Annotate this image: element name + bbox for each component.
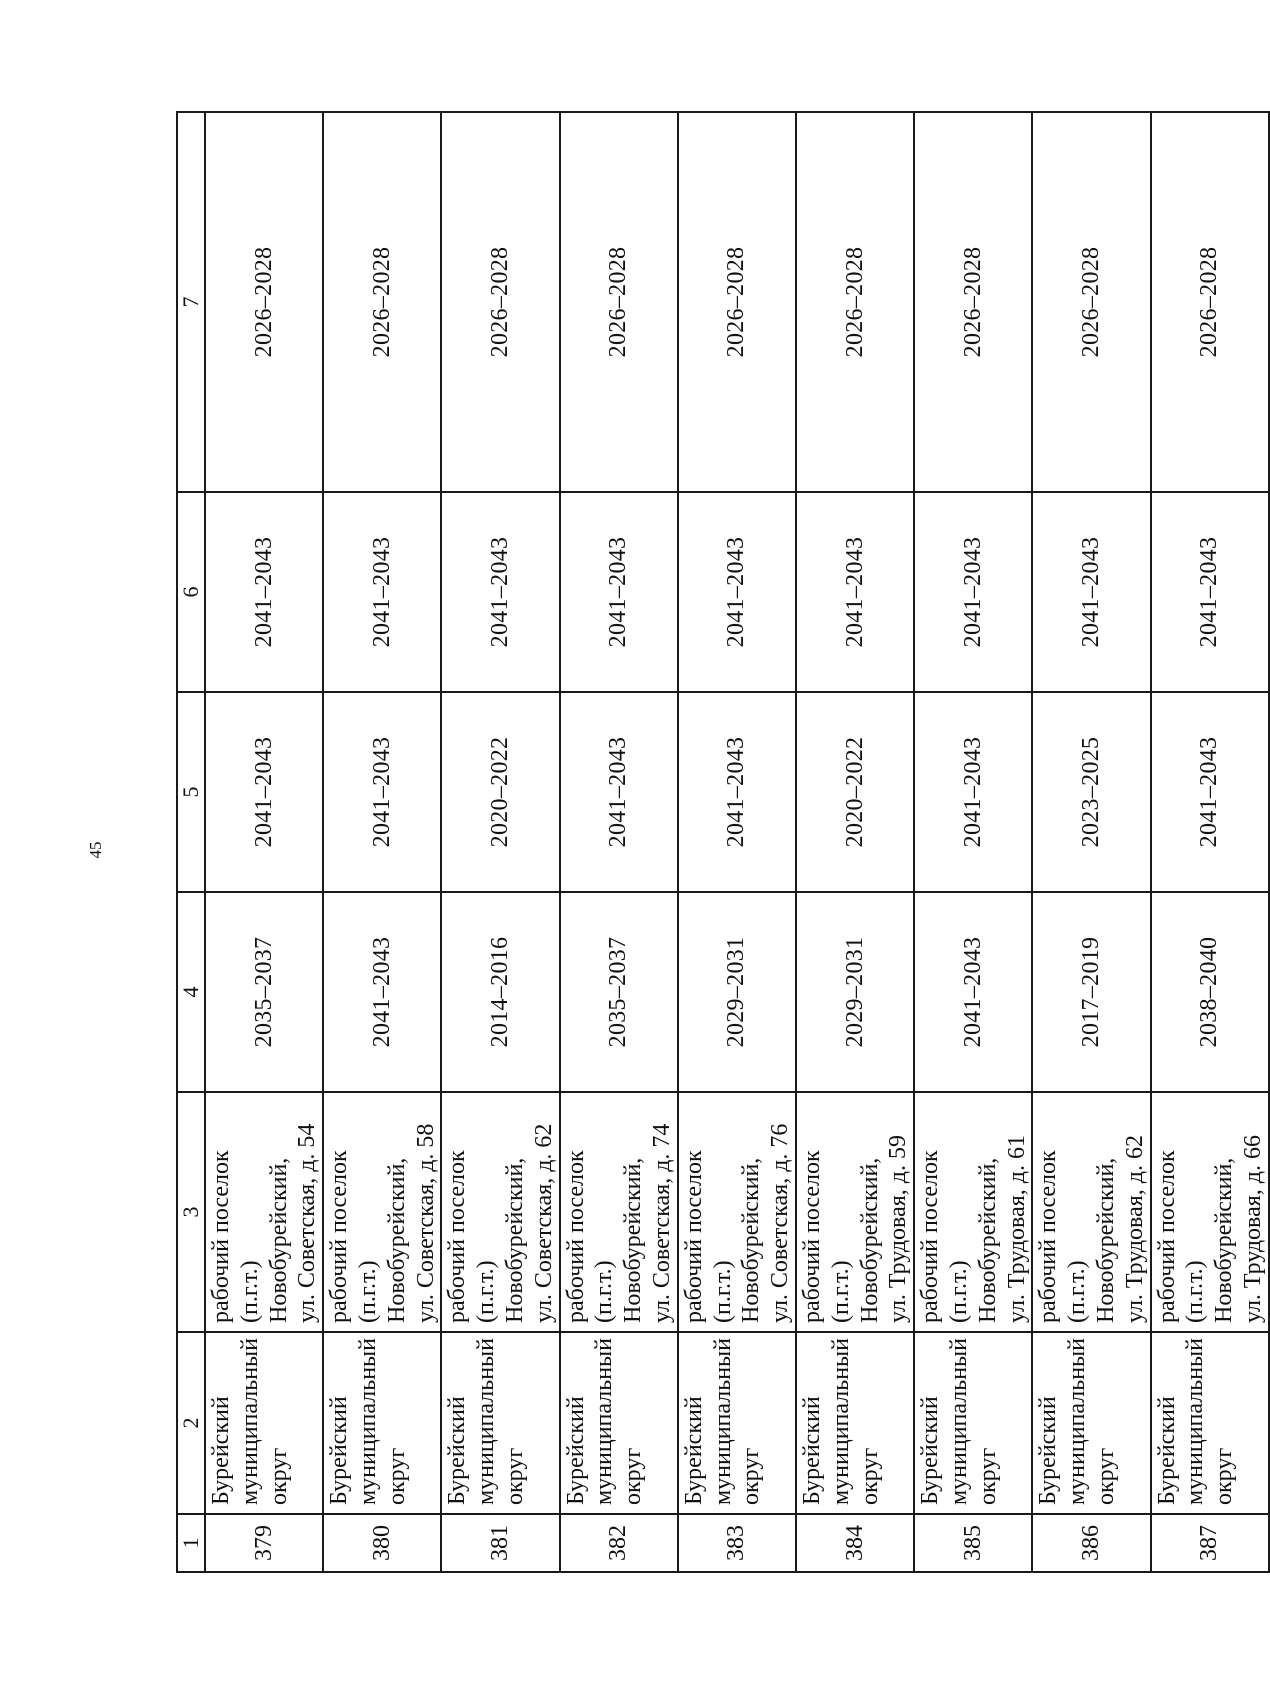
- period-cell-col6: 2041–2043: [205, 492, 323, 692]
- address-line: рабочий поселок (п.г.т.): [1035, 1150, 1091, 1323]
- address-line: рабочий поселок (п.г.т.): [208, 1150, 263, 1323]
- address-line: Новобурейский,: [383, 1157, 410, 1323]
- table-row: [323, 112, 441, 1572]
- schedule-table: [176, 111, 1270, 1573]
- period-cell-col4: 2041–2043: [323, 892, 441, 1092]
- table-row: [205, 112, 323, 1572]
- period-cell-col5: 2041–2043: [1151, 692, 1269, 892]
- district-cell: Бурейский муниципальный округ: [678, 1332, 796, 1514]
- address-cell: [796, 1092, 914, 1332]
- table-row: [441, 112, 559, 1572]
- period-cell-col5: 2041–2043: [678, 692, 796, 892]
- period-cell-col7: 2026–2028: [914, 112, 1032, 492]
- period-cell-col6: 2041–2043: [560, 492, 678, 692]
- address-line: рабочий поселок (п.г.т.): [562, 1150, 618, 1323]
- period-cell-col4: 2029–2031: [796, 892, 914, 1092]
- row-number-cell: 385: [914, 1514, 1032, 1572]
- address-line: ул. Советская, д. 62: [530, 1123, 557, 1323]
- row-number-cell: 387: [1151, 1514, 1269, 1572]
- period-cell-col7: 2026–2028: [441, 112, 559, 492]
- address-cell: [560, 1092, 678, 1332]
- district-cell: Бурейский муниципальный округ: [205, 1332, 323, 1514]
- period-cell-col7: 2026–2028: [796, 112, 914, 492]
- address-line: ул. Трудовая, д. 66: [1239, 1135, 1266, 1323]
- period-cell-col7: 2026–2028: [1151, 112, 1269, 492]
- column-header-2: 2: [177, 1332, 205, 1514]
- district-cell: Бурейский муниципальный округ: [441, 1332, 559, 1514]
- table-row: [1032, 112, 1150, 1572]
- period-cell-col6: 2041–2043: [914, 492, 1032, 692]
- table-body: [205, 112, 1269, 1572]
- address-cell: [1151, 1092, 1269, 1332]
- column-header-5: 5: [177, 692, 205, 892]
- column-header-4: 4: [177, 892, 205, 1092]
- address-cell: [678, 1092, 796, 1332]
- rotated-table-container: [176, 113, 1266, 1573]
- period-cell-col7: 2026–2028: [323, 112, 441, 492]
- row-number-cell: 381: [441, 1514, 559, 1572]
- address-cell: [205, 1092, 323, 1332]
- period-cell-col4: 2029–2031: [678, 892, 796, 1092]
- period-cell-col6: 2041–2043: [678, 492, 796, 692]
- address-line: рабочий поселок (п.г.т.): [444, 1150, 500, 1323]
- row-number-cell: 382: [560, 1514, 678, 1572]
- address-cell: [441, 1092, 559, 1332]
- column-header-6: 6: [177, 492, 205, 692]
- period-cell-col7: 2026–2028: [678, 112, 796, 492]
- period-cell-col4: 2038–2040: [1151, 892, 1269, 1092]
- period-cell-col4: 2017–2019: [1032, 892, 1150, 1092]
- period-cell-col5: 2041–2043: [560, 692, 678, 892]
- district-cell: Бурейский муниципальный округ: [1032, 1332, 1150, 1514]
- period-cell-col4: 2041–2043: [914, 892, 1032, 1092]
- address-line: Новобурейский,: [1211, 1157, 1238, 1323]
- period-cell-col7: 2026–2028: [205, 112, 323, 492]
- period-cell-col5: 2041–2043: [205, 692, 323, 892]
- table-row: [560, 112, 678, 1572]
- page-number: 45: [86, 841, 105, 859]
- column-header-1: 1: [177, 1514, 205, 1572]
- district-cell: Бурейский муниципальный округ: [560, 1332, 678, 1514]
- period-cell-col7: 2026–2028: [1032, 112, 1150, 492]
- period-cell-col6: 2041–2043: [796, 492, 914, 692]
- address-line: ул. Трудовая, д. 61: [1003, 1135, 1030, 1323]
- address-line: рабочий поселок (п.г.т.): [798, 1150, 854, 1323]
- period-cell-col6: 2041–2043: [441, 492, 559, 692]
- address-line: Новобурейский,: [856, 1157, 883, 1323]
- period-cell-col6: 2041–2043: [1032, 492, 1150, 692]
- district-cell: Бурейский муниципальный округ: [914, 1332, 1032, 1514]
- table-row: [914, 112, 1032, 1572]
- row-number-cell: 379: [205, 1514, 323, 1572]
- address-line: Новобурейский,: [974, 1157, 1001, 1323]
- row-number-cell: 386: [1032, 1514, 1150, 1572]
- address-line: ул. Советская, д. 76: [767, 1123, 794, 1323]
- address-line: ул. Советская, д. 74: [648, 1123, 675, 1323]
- district-cell: Бурейский муниципальный округ: [1151, 1332, 1269, 1514]
- period-cell-col5: 2041–2043: [323, 692, 441, 892]
- period-cell-col4: 2035–2037: [560, 892, 678, 1092]
- period-cell-col5: 2020–2022: [796, 692, 914, 892]
- period-cell-col5: 2041–2043: [914, 692, 1032, 892]
- period-cell-col5: 2023–2025: [1032, 692, 1150, 892]
- header-row: [177, 112, 205, 1572]
- column-header-3: 3: [177, 1092, 205, 1332]
- address-line: ул. Трудовая, д. 59: [885, 1135, 912, 1323]
- period-cell-col4: 2014–2016: [441, 892, 559, 1092]
- table-row: [678, 112, 796, 1572]
- address-cell: [1032, 1092, 1150, 1332]
- column-header-7: 7: [177, 112, 205, 492]
- address-cell: [914, 1092, 1032, 1332]
- table-row: [796, 112, 914, 1572]
- table-row: [1151, 112, 1269, 1572]
- district-cell: Бурейский муниципальный округ: [323, 1332, 441, 1514]
- address-line: ул. Советская, д. 54: [294, 1123, 321, 1323]
- address-line: рабочий поселок (п.г.т.): [326, 1150, 381, 1323]
- address-line: Новобурейский,: [501, 1157, 528, 1323]
- address-line: Новобурейский,: [265, 1157, 292, 1323]
- address-line: Новобурейский,: [1092, 1157, 1119, 1323]
- address-line: ул. Советская, д. 58: [412, 1123, 439, 1323]
- row-number-cell: 384: [796, 1514, 914, 1572]
- district-cell: Бурейский муниципальный округ: [796, 1332, 914, 1514]
- address-line: рабочий поселок (п.г.т.): [680, 1150, 736, 1323]
- period-cell-col6: 2041–2043: [1151, 492, 1269, 692]
- address-cell: [323, 1092, 441, 1332]
- row-number-cell: 383: [678, 1514, 796, 1572]
- row-number-cell: 380: [323, 1514, 441, 1572]
- address-line: рабочий поселок (п.г.т.): [1153, 1150, 1209, 1323]
- period-cell-col6: 2041–2043: [323, 492, 441, 692]
- address-line: ул. Трудовая, д. 62: [1121, 1135, 1148, 1323]
- address-line: рабочий поселок (п.г.т.): [917, 1150, 972, 1323]
- period-cell-col5: 2020–2022: [441, 692, 559, 892]
- period-cell-col7: 2026–2028: [560, 112, 678, 492]
- address-line: Новобурейский,: [620, 1157, 647, 1323]
- address-line: Новобурейский,: [738, 1157, 765, 1323]
- period-cell-col4: 2035–2037: [205, 892, 323, 1092]
